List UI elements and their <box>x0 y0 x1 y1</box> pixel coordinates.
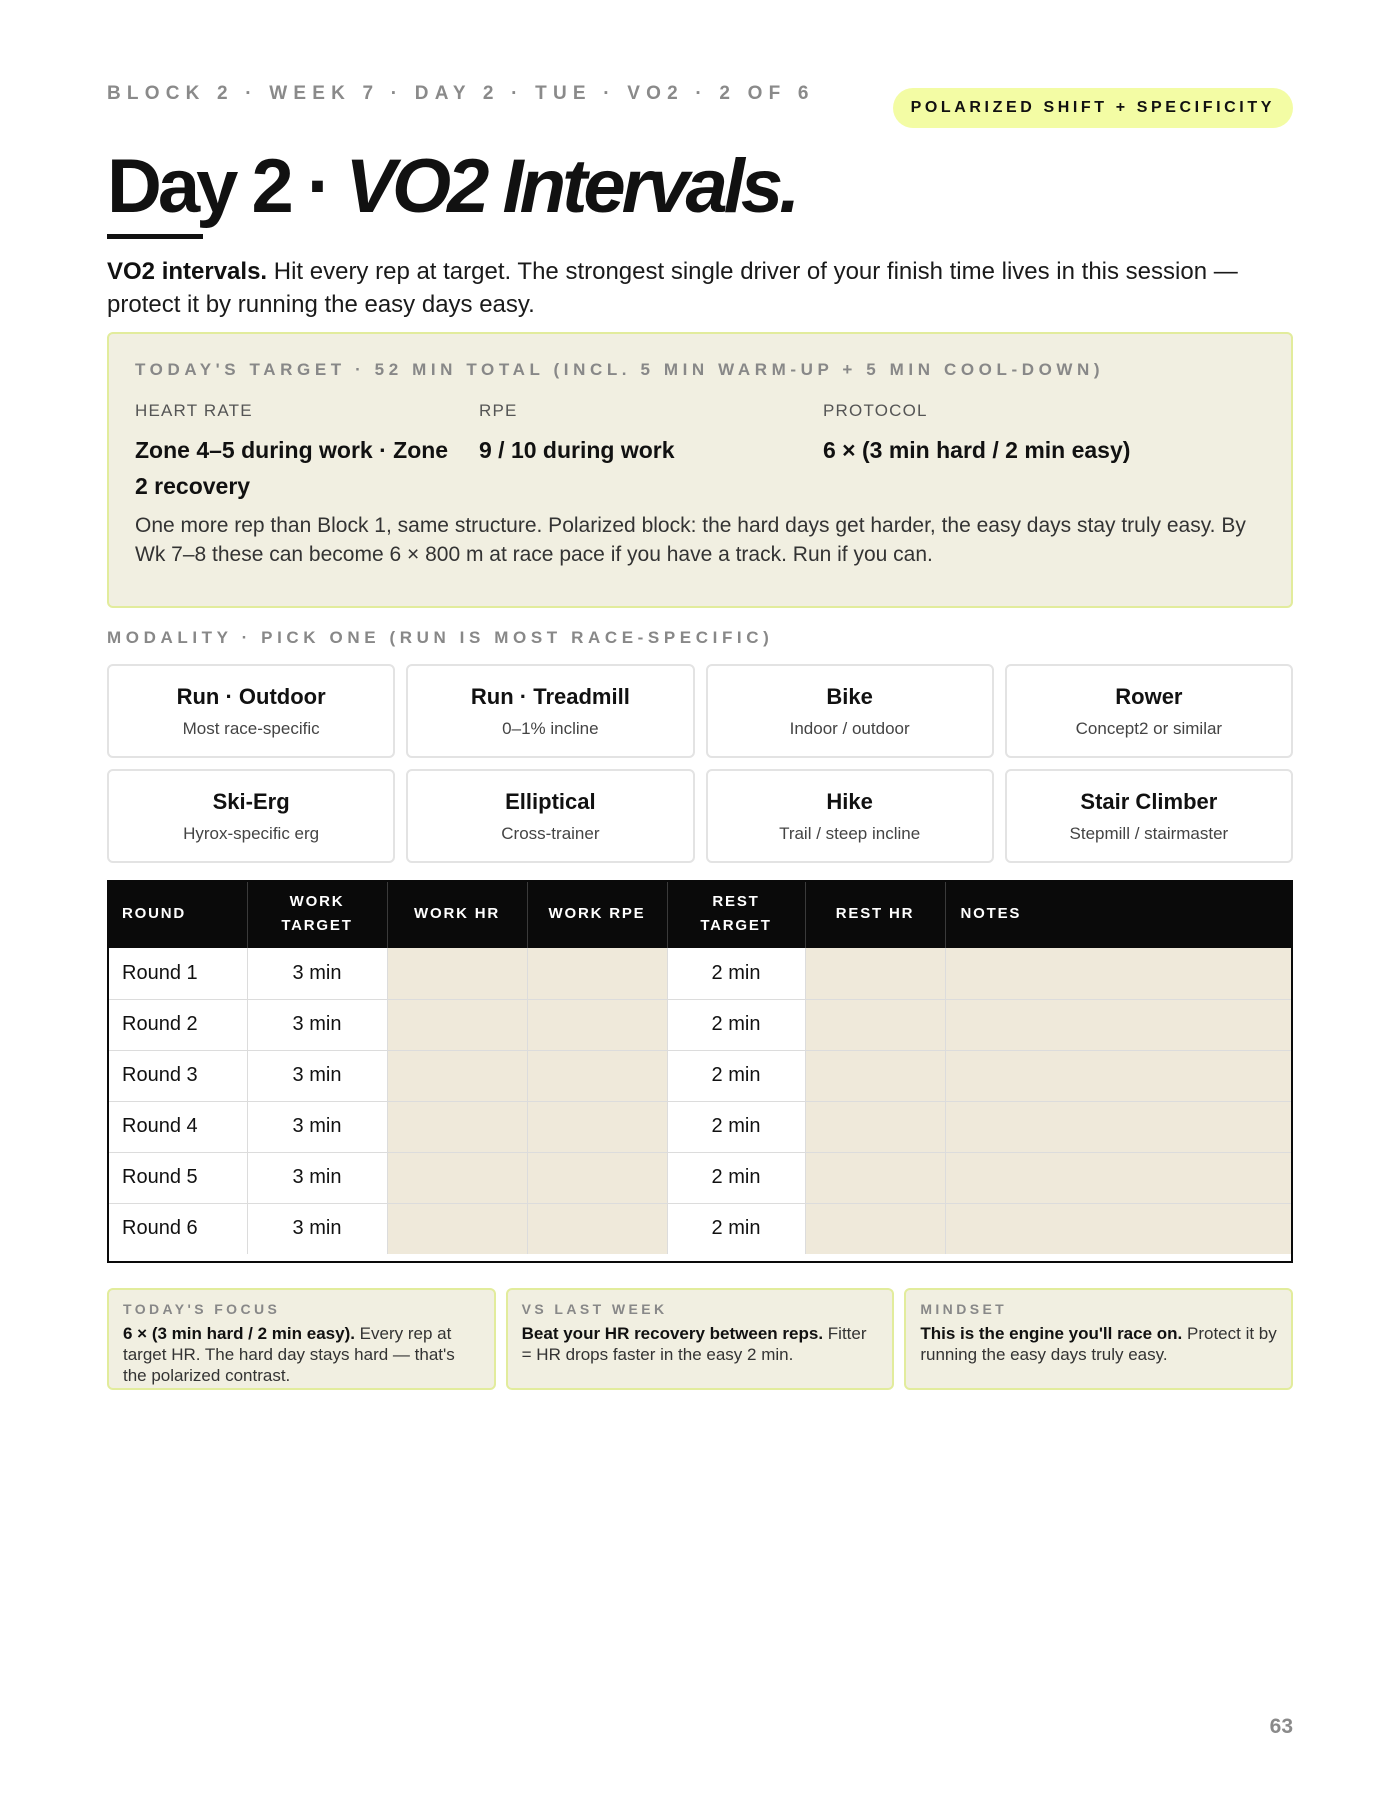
modality-desc: Stepmill / stairmaster <box>1069 823 1229 843</box>
round-cell: Round 1 <box>122 961 198 984</box>
rest-hr-input[interactable] <box>805 999 945 1050</box>
title-underline <box>107 234 203 239</box>
todays-focus-text: Every rep at target HR. The hard day stays hard — that's the polarized contrast. <box>123 1324 455 1385</box>
protocol-value: 6 × (3 min hard / 2 min easy) <box>823 437 1131 463</box>
modality-desc: Indoor / outdoor <box>789 718 910 738</box>
rest-target-cell: 2 min <box>667 1203 805 1254</box>
notes-input[interactable] <box>945 999 1293 1050</box>
modality-rower[interactable] <box>1005 664 1293 758</box>
interval-log-table <box>107 880 1293 1254</box>
work-target-cell: 3 min <box>247 1152 387 1203</box>
work-rpe-input[interactable] <box>527 1050 667 1101</box>
modality-name: Ski-Erg <box>212 788 290 814</box>
round-cell: Round 5 <box>107 1152 247 1203</box>
rest-hr-input[interactable] <box>805 1101 945 1152</box>
modality-desc: Most race-specific <box>182 718 320 738</box>
round-cell: Round 4 <box>107 1101 247 1152</box>
table-row <box>107 1152 1293 1203</box>
notes-input[interactable] <box>945 1101 1293 1152</box>
work-target-cell: 3 min <box>247 1203 387 1254</box>
rest-target-cell: 2 min <box>667 1050 805 1101</box>
table-row <box>107 1203 1293 1254</box>
todays-target-panel <box>107 332 1293 608</box>
work-hr-input[interactable] <box>387 1152 527 1203</box>
modality-desc: Cross-trainer <box>501 823 600 843</box>
work-rpe-input[interactable] <box>527 1152 667 1203</box>
column-header-work-rpe: WORK RPE <box>527 880 667 948</box>
rest-target-cell: 2 min <box>667 999 805 1050</box>
modality-name: Elliptical <box>505 788 596 814</box>
todays-focus-lead: 6 × (3 min hard / 2 min easy). <box>123 1324 355 1343</box>
work-rpe-input[interactable] <box>527 1101 667 1152</box>
modality-run-outdoor[interactable] <box>107 664 395 758</box>
page-title-session: VO2 Intervals. <box>345 144 797 229</box>
mindset-text: Protect it by running the easy days truly easy. <box>920 1324 1277 1364</box>
table-row <box>107 1050 1293 1101</box>
target-protocol <box>823 400 1243 468</box>
intro-lead: VO2 intervals. <box>107 258 268 285</box>
session-eyebrow: BLOCK 2 · WEEK 7 · DAY 2 · TUE · VO2 · 2 OF 6 <box>107 83 815 104</box>
column-header-rest-target: REST TARGET <box>667 880 805 948</box>
todays-focus-heading: TODAY'S FOCUS <box>123 1301 281 1317</box>
round-cell: Round 3 <box>107 1050 247 1101</box>
work-hr-input[interactable] <box>387 1101 527 1152</box>
target-rpe <box>479 400 799 468</box>
work-hr-input[interactable] <box>387 999 527 1050</box>
table-header-row <box>107 880 1293 948</box>
work-target-cell: 3 min <box>247 948 387 999</box>
rest-hr-input[interactable] <box>805 1152 945 1203</box>
protocol-label: PROTOCOL <box>823 401 928 420</box>
page-number: 63 <box>1269 1715 1293 1738</box>
modality-elliptical[interactable] <box>406 769 694 863</box>
modality-name: Run · Treadmill <box>470 683 630 709</box>
modality-bike[interactable] <box>706 664 994 758</box>
modality-name: Stair Climber <box>1080 788 1218 814</box>
modality-name: Bike <box>826 683 873 709</box>
modality-options <box>107 664 1293 863</box>
notes-input[interactable] <box>945 1203 1293 1254</box>
table-row <box>107 948 1293 999</box>
rest-target-cell: 2 min <box>667 1152 805 1203</box>
modality-desc: Concept2 or similar <box>1075 718 1223 738</box>
work-target-cell: 3 min <box>247 999 387 1050</box>
mindset-lead: This is the engine you'll race on. <box>920 1324 1183 1343</box>
page-title <box>107 142 796 232</box>
modality-desc: Trail / steep incline <box>779 823 921 843</box>
mindset-card <box>904 1288 1293 1390</box>
modality-name: Run · Outdoor <box>176 683 326 709</box>
modality-stair-climber[interactable] <box>1005 769 1293 863</box>
mindset-body <box>920 1323 1277 1365</box>
intro-text: Hit every rep at target. The strongest single driver of your finish time lives in this session — protect it by running the easy days easy. <box>107 258 1238 318</box>
work-rpe-input[interactable] <box>527 999 667 1050</box>
target-description: One more rep than Block 1, same structure. Polarized block: the hard days get harder, the easy days stay truly easy. By Wk 7–8 these can become 6 × 800 m at race pace if you have a track. Run if you can. <box>135 514 1246 566</box>
notes-input[interactable] <box>945 948 1293 999</box>
todays-focus-card <box>107 1288 496 1390</box>
modality-run-treadmill[interactable] <box>406 664 694 758</box>
table-row <box>107 999 1293 1050</box>
vs-last-week-body <box>522 1323 879 1365</box>
round-cell: Round 6 <box>107 1203 247 1254</box>
work-hr-input[interactable] <box>387 1050 527 1101</box>
rpe-value: 9 / 10 during work <box>479 437 675 463</box>
modality-label: MODALITY · PICK ONE (RUN IS MOST RACE-SPECIFIC) <box>107 628 774 647</box>
todays-focus-body <box>123 1323 480 1386</box>
column-header-rest-hr: REST HR <box>805 880 945 948</box>
heart-rate-value: Zone 4–5 during work · Zone 2 recovery <box>135 437 449 499</box>
column-header-work-target: WORK TARGET <box>247 880 387 948</box>
rest-hr-input[interactable] <box>805 948 945 999</box>
modality-desc: 0–1% incline <box>502 718 599 738</box>
heart-rate-label: HEART RATE <box>135 401 253 420</box>
work-target-cell: 3 min <box>247 1101 387 1152</box>
work-rpe-input[interactable] <box>527 948 667 999</box>
todays-target-label: TODAY'S TARGET · 52 MIN TOTAL (INCL. 5 MIN WARM-UP + 5 MIN COOL-DOWN) <box>135 360 1105 379</box>
rest-target-cell: 2 min <box>667 948 805 999</box>
modality-ski-erg[interactable] <box>107 769 395 863</box>
work-rpe-input[interactable] <box>527 1203 667 1254</box>
target-heart-rate <box>135 400 455 504</box>
rpe-label: RPE <box>479 401 518 420</box>
work-target-cell: 3 min <box>247 1050 387 1101</box>
session-notes <box>107 1288 1293 1390</box>
rest-target-cell: 2 min <box>667 1101 805 1152</box>
work-hr-input[interactable] <box>387 948 527 999</box>
rest-hr-input[interactable] <box>805 1203 945 1254</box>
intro-paragraph <box>107 255 1293 321</box>
modality-name: Hike <box>826 788 873 814</box>
notes-input[interactable] <box>945 1152 1293 1203</box>
column-header-round: ROUND <box>107 880 247 948</box>
notes-input[interactable] <box>945 1050 1293 1101</box>
phase-badge: POLARIZED SHIFT + SPECIFICITY <box>893 88 1293 128</box>
mindset-heading: MINDSET <box>920 1301 1008 1317</box>
table-row <box>107 1101 1293 1152</box>
column-header-notes: NOTES <box>945 880 1293 948</box>
page-title-day: Day 2 · <box>107 144 346 229</box>
vs-last-week-lead: Beat your HR recovery between reps. <box>521 1324 824 1343</box>
modality-name: Rower <box>1115 683 1183 709</box>
vs-last-week-heading: VS LAST WEEK <box>521 1301 668 1317</box>
modality-hike[interactable] <box>706 769 994 863</box>
column-header-work-hr: WORK HR <box>387 880 527 948</box>
work-hr-input[interactable] <box>387 1203 527 1254</box>
rest-hr-input[interactable] <box>805 1050 945 1101</box>
vs-last-week-text: Fitter = HR drops faster in the easy 2 min. <box>521 1324 867 1364</box>
modality-desc: Hyrox-specific erg <box>183 823 320 843</box>
vs-last-week-card <box>506 1288 895 1390</box>
round-cell: Round 2 <box>107 999 247 1050</box>
